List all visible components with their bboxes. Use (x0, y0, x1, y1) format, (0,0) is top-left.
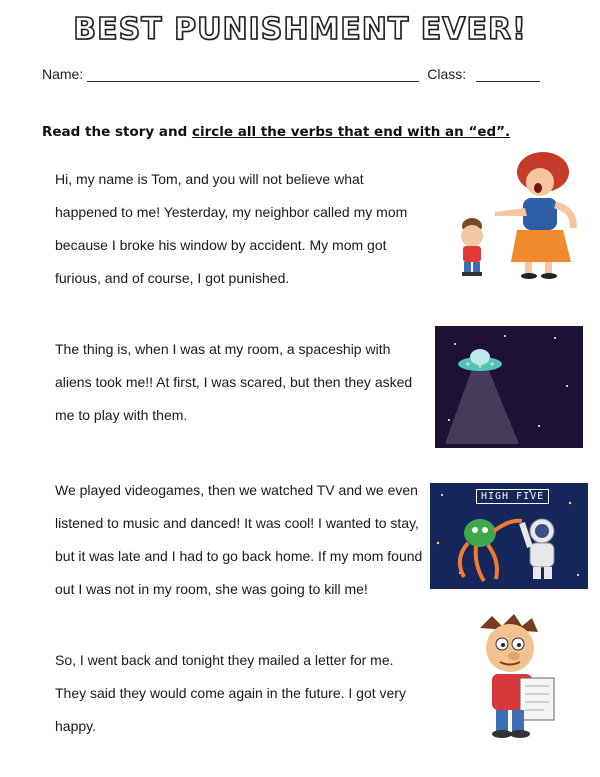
reading-boy-illustration (464, 614, 572, 740)
story-paragraph-2: The thing is, when I was at my room, a spaceship with aliens took me!! At first, I was scared, but then they asked me to play with them. (55, 341, 413, 423)
class-field[interactable] (476, 67, 540, 82)
story-paragraph-1: Hi, my name is Tom, and you will not believe what happened to me! Yesterday, my neighbor called my mom because I broke his window by accident. My mom got furious, and of course, I got punished. (55, 171, 408, 286)
instructions-underlined: circle all the verbs that end with an “ed”. (191, 124, 511, 140)
story-paragraph-4: So, I went back and tonight they mailed a letter for me. They said they would come again in the future. I got very happy. (55, 652, 406, 734)
ufo-illustration (435, 326, 583, 448)
story-paragraph-3: We played videogames, then we watched TV and we even listened to music and danced! It was cool! I wanted to stay, but it was late and I had to go back home. If my mom found out I was not in my room, she was going to kill me! (55, 482, 423, 597)
worksheet-title: BEST PUNISHMENT EVER! (73, 12, 527, 47)
instructions (42, 124, 562, 140)
scolding-illustration (445, 150, 585, 280)
high-five-illustration (430, 483, 588, 589)
instructions-text: Read the story and (42, 124, 192, 140)
class-label: Class: (427, 66, 467, 82)
high-five-caption: HIGH FIVE (476, 489, 549, 504)
name-label: Name: (42, 66, 84, 82)
name-class-row (42, 66, 562, 82)
name-field[interactable] (87, 67, 419, 82)
